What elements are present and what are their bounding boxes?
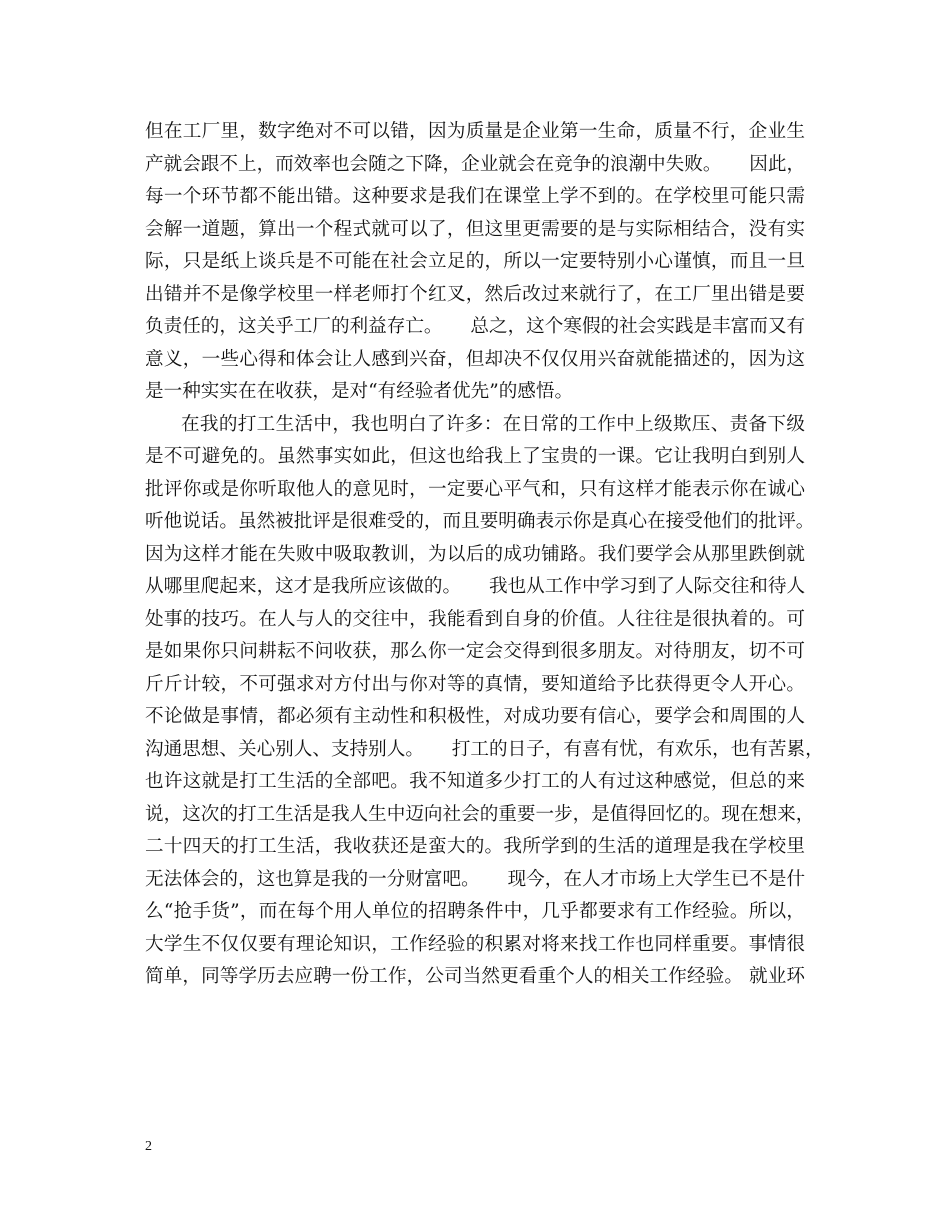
text-line: 大学生不仅仅要有理论知识，工作经验的积累对将来找工作也同样重要。事情很 [145,933,805,955]
text-line: 意义，一些心得和体会让人感到兴奋，但却决不仅仅用兴奋就能描述的，因为这 [145,348,805,370]
text-line: 简单，同等学历去应聘一份工作，公司当然更看重个人的相关工作经验。 就业环 [145,966,805,987]
text-line: 也许这就是打工生活的全部吧。我不知道多少打工的人有过这种感觉，但总的来 [145,771,805,792]
text-line: 无法体会的，这也算是我的一分财富吧。 现今，在人才市场上大学生已不是什 [145,868,806,890]
text-line: 但在工厂里，数字绝对不可以错，因为质量是企业第一生命，质量不行，企业生 [145,121,805,142]
text-line: 处事的技巧。在人与人的交往中，我能看到自身的价值。人往往是很执着的。可 [145,608,805,630]
text-line: 沟通思想、关心别人、支持别人。 打工的日子，有喜有忧，有欢乐，也有苦累， [145,738,824,760]
text-line: 批评你或是你听取他人的意见时，一定要心平气和，只有这样才能表示你在诚心 [145,478,805,500]
text-line: 从哪里爬起来，这才是我所应该做的。 我也从工作中学习到了人际交往和待人 [145,576,806,597]
text-line: 负责任的，这关乎工厂的利益存亡。 总之，这个寒假的社会实践是丰富而又有 [145,316,806,337]
text-line: 是不可避免的。虽然事实如此，但这也给我上了宝贵的一课。它让我明白到别人 [145,446,805,467]
text-line: 不论做是事情，都必须有主动性和积极性，对成功要有信心，要学会和周围的人 [145,706,805,727]
text-line: 是如果你只问耕耘不问收获，那么你一定会交得到很多朋友。对待朋友，切不可 [145,641,805,662]
text-line: 每一个环节都不能出错。这种要求是我们在课堂上学不到的。在学校里可能只需 [145,186,805,207]
text-line: 说，这次的打工生活是我人生中迈向社会的重要一步，是值得回忆的。现在想来， [145,803,815,825]
text-line: 二十四天的打工生活，我收获还是蛮大的。我所学到的生活的道理是我在学校里 [145,836,805,857]
text-line: 因为这样才能在失败中吸取教训，为以后的成功铺路。我们要学会从那里跌倒就 [145,543,805,565]
text-line: 际，只是纸上谈兵是不可能在社会立足的，所以一定要特别小心谨慎，而且一旦 [145,251,805,272]
text-line: 是一种实实在在收获，是对“有经验者优先”的感悟。 [145,381,574,402]
text-line: 么“抢手货”，而在每个用人单位的招聘条件中，几乎都要求有工作经验。所以， [145,901,805,922]
text-line: 听他说话。虽然被批评是很难受的，而且要明确表示你是真心在接受他们的批评。 [145,511,815,532]
text-line: 出错并不是像学校里一样老师打个红叉，然后改过来就行了，在工厂里出错是要 [145,283,805,305]
text-line: 在我的打工生活中，我也明白了许多：在日常的工作中上级欺压、责备下级 [181,413,805,435]
text-line: 会解一道题，算出一个程式就可以了，但这里更需要的是与实际相结合，没有实 [145,218,805,240]
body-text [145,116,824,994]
page-number: 2 [145,1139,152,1154]
text-line: 产就会跟不上，而效率也会随之下降，企业就会在竞争的浪潮中失败。 因此， [145,153,806,175]
text-line: 斤斤计较，不可强求对方付出与你对等的真情，要知道给予比获得更令人开心。 [145,673,805,695]
